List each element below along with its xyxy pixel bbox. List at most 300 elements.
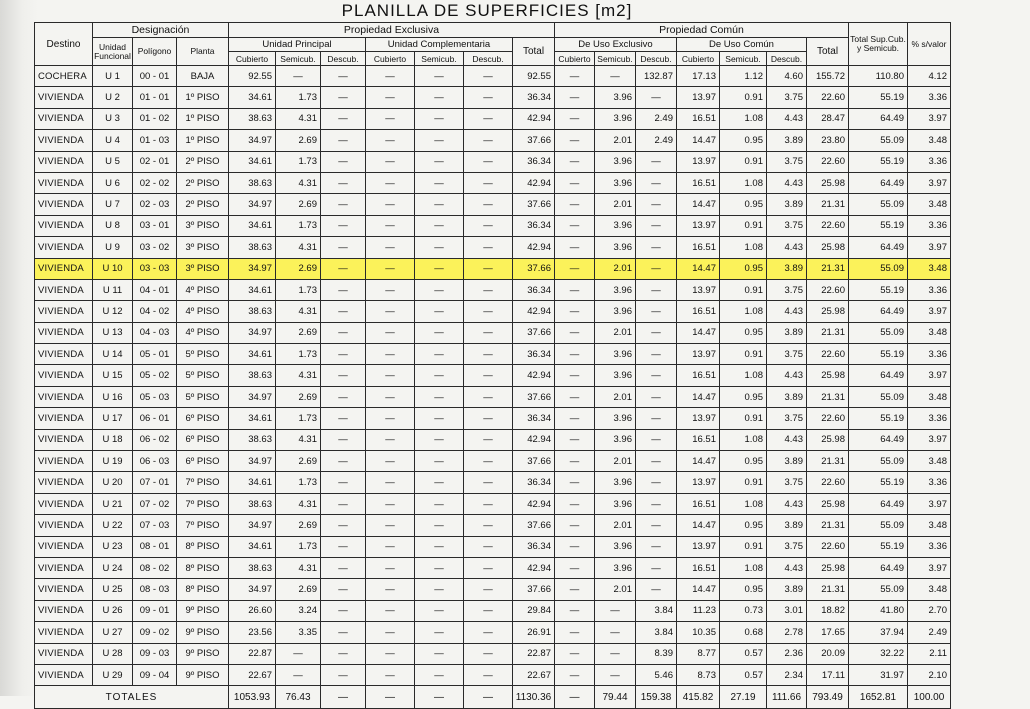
table-cell: —: [321, 579, 366, 600]
table-cell: 21.31: [807, 258, 849, 279]
table-cell: 2º PISO: [177, 172, 229, 193]
table-cell: 3.84: [636, 622, 677, 643]
table-cell: 22.87: [229, 643, 276, 664]
table-cell: —: [415, 515, 464, 536]
table-cell: 76.43: [276, 686, 321, 709]
table-cell: 36.34: [513, 151, 555, 172]
table-cell: 0.95: [720, 386, 767, 407]
table-cell: 34.97: [229, 130, 276, 151]
table-cell: 38.63: [229, 429, 276, 450]
destino-cell: VIVIENDA: [35, 151, 93, 172]
table-cell: 7º PISO: [177, 472, 229, 493]
table-cell: 3.96: [595, 557, 636, 578]
table-cell: 3.01: [767, 600, 807, 621]
table-row: [35, 108, 951, 129]
table-cell: 2.36: [767, 643, 807, 664]
table-cell: U 16: [93, 386, 133, 407]
table-cell: 64.49: [849, 301, 908, 322]
table-cell: 1.73: [276, 344, 321, 365]
col-header-unidad-funcional: Unidad Funcional: [93, 38, 133, 66]
table-cell: U 10: [93, 258, 133, 279]
table-cell: U 4: [93, 130, 133, 151]
table-cell: —: [321, 493, 366, 514]
table-cell: 16.51: [677, 172, 720, 193]
table-cell: —: [464, 301, 513, 322]
table-cell: 03 - 01: [133, 215, 177, 236]
col-header-total-exclusiva: Total: [513, 38, 555, 66]
table-cell: —: [366, 130, 415, 151]
table-cell: 4.60: [767, 66, 807, 87]
table-cell: 28.47: [807, 108, 849, 129]
table-cell: 2º PISO: [177, 194, 229, 215]
table-cell: 4.43: [767, 365, 807, 386]
table-cell: —: [555, 493, 595, 514]
table-cell: 3.89: [767, 322, 807, 343]
table-cell: 34.61: [229, 344, 276, 365]
table-cell: —: [636, 194, 677, 215]
table-cell: —: [464, 237, 513, 258]
table-cell: 64.49: [849, 108, 908, 129]
table-cell: 4.31: [276, 557, 321, 578]
table-cell: 3.96: [595, 365, 636, 386]
table-cell: —: [464, 493, 513, 514]
table-cell: 1.08: [720, 108, 767, 129]
table-cell: —: [464, 408, 513, 429]
table-cell: —: [415, 322, 464, 343]
table-cell: —: [555, 344, 595, 365]
table-cell: —: [464, 515, 513, 536]
table-cell: 3.89: [767, 451, 807, 472]
table-cell: 2.01: [595, 258, 636, 279]
table-cell: 36.34: [513, 87, 555, 108]
table-cell: 3.75: [767, 87, 807, 108]
destino-cell: VIVIENDA: [35, 493, 93, 514]
table-cell: —: [555, 579, 595, 600]
table-cell: 4.12: [908, 66, 951, 87]
table-cell: 22.60: [807, 151, 849, 172]
table-cell: 0.95: [720, 322, 767, 343]
table-cell: 16.51: [677, 108, 720, 129]
table-cell: 4.31: [276, 237, 321, 258]
table-row: [35, 301, 951, 322]
table-cell: 14.47: [677, 515, 720, 536]
table-cell: 3.48: [908, 579, 951, 600]
table-cell: —: [464, 536, 513, 557]
table-cell: —: [415, 686, 464, 709]
surfaces-table: [34, 22, 951, 709]
table-cell: —: [366, 365, 415, 386]
table-cell: 3.97: [908, 493, 951, 514]
table-cell: 3.36: [908, 472, 951, 493]
table-cell: —: [366, 108, 415, 129]
table-cell: —: [636, 472, 677, 493]
table-cell: 37.66: [513, 130, 555, 151]
table-cell: 13.97: [677, 215, 720, 236]
table-cell: 34.61: [229, 536, 276, 557]
table-cell: —: [321, 258, 366, 279]
table-cell: 27.19: [720, 686, 767, 709]
table-cell: —: [366, 622, 415, 643]
table-cell: 2.34: [767, 664, 807, 685]
table-cell: 2.01: [595, 322, 636, 343]
table-cell: —: [321, 172, 366, 193]
table-cell: 34.97: [229, 194, 276, 215]
table-cell: —: [366, 258, 415, 279]
destino-cell: VIVIENDA: [35, 600, 93, 621]
table-cell: —: [321, 151, 366, 172]
table-cell: 06 - 03: [133, 451, 177, 472]
table-cell: 5º PISO: [177, 344, 229, 365]
col-header-descub: Descub.: [767, 52, 807, 66]
table-cell: 37.94: [849, 622, 908, 643]
table-cell: —: [321, 87, 366, 108]
table-cell: 26.60: [229, 600, 276, 621]
table-cell: —: [415, 451, 464, 472]
table-cell: —: [464, 194, 513, 215]
table-cell: 05 - 01: [133, 344, 177, 365]
destino-cell: VIVIENDA: [35, 408, 93, 429]
table-cell: —: [464, 429, 513, 450]
table-cell: 3.97: [908, 172, 951, 193]
table-cell: 3.75: [767, 151, 807, 172]
table-cell: 3.36: [908, 536, 951, 557]
table-cell: —: [321, 664, 366, 685]
table-cell: 110.80: [849, 66, 908, 87]
table-cell: 25.98: [807, 172, 849, 193]
table-cell: —: [321, 536, 366, 557]
table-cell: —: [321, 108, 366, 129]
table-cell: 1.08: [720, 429, 767, 450]
table-cell: —: [366, 643, 415, 664]
table-cell: —: [415, 493, 464, 514]
table-cell: 2.69: [276, 515, 321, 536]
table-cell: 42.94: [513, 172, 555, 193]
table-cell: —: [636, 215, 677, 236]
table-cell: 1º PISO: [177, 130, 229, 151]
table-cell: —: [321, 557, 366, 578]
table-cell: 37.66: [513, 579, 555, 600]
table-cell: —: [464, 686, 513, 709]
table-cell: —: [321, 451, 366, 472]
table-cell: 4º PISO: [177, 322, 229, 343]
destino-cell: VIVIENDA: [35, 579, 93, 600]
table-cell: 2.69: [276, 451, 321, 472]
table-cell: 0.68: [720, 622, 767, 643]
table-cell: 100.00: [908, 686, 951, 709]
table-cell: 111.66: [767, 686, 807, 709]
table-cell: 07 - 02: [133, 493, 177, 514]
table-cell: —: [595, 66, 636, 87]
table-cell: 2.11: [908, 643, 951, 664]
destino-cell: VIVIENDA: [35, 322, 93, 343]
table-cell: 4.31: [276, 493, 321, 514]
table-row: [35, 622, 951, 643]
table-cell: 01 - 02: [133, 108, 177, 129]
table-cell: 16.51: [677, 429, 720, 450]
table-cell: 17.11: [807, 664, 849, 685]
table-cell: 2.10: [908, 664, 951, 685]
table-cell: 4º PISO: [177, 279, 229, 300]
table-cell: —: [321, 130, 366, 151]
table-cell: 5º PISO: [177, 365, 229, 386]
col-header-cubierto: Cubierto: [677, 52, 720, 66]
destino-cell: VIVIENDA: [35, 557, 93, 578]
table-row: [35, 365, 951, 386]
table-cell: 0.91: [720, 151, 767, 172]
table-cell: U 3: [93, 108, 133, 129]
col-header-planta: Planta: [177, 38, 229, 66]
table-cell: 2.01: [595, 515, 636, 536]
table-cell: 132.87: [636, 66, 677, 87]
table-cell: 38.63: [229, 237, 276, 258]
table-cell: 3.89: [767, 386, 807, 407]
table-cell: —: [636, 365, 677, 386]
table-cell: —: [636, 429, 677, 450]
table-cell: —: [321, 622, 366, 643]
page-title: PLANILLA DE SUPERFICIES [m2]: [34, 0, 940, 23]
col-header-destino: Destino: [35, 23, 93, 66]
table-cell: —: [595, 643, 636, 664]
table-cell: 04 - 01: [133, 279, 177, 300]
table-cell: 55.09: [849, 194, 908, 215]
table-cell: 9º PISO: [177, 600, 229, 621]
table-cell: 55.19: [849, 472, 908, 493]
table-cell: —: [555, 130, 595, 151]
table-cell: 3º PISO: [177, 258, 229, 279]
destino-cell: VIVIENDA: [35, 536, 93, 557]
table-cell: —: [555, 66, 595, 87]
table-cell: 0.57: [720, 664, 767, 685]
table-cell: U 19: [93, 451, 133, 472]
table-cell: —: [636, 451, 677, 472]
table-cell: 3.48: [908, 258, 951, 279]
table-cell: 37.66: [513, 194, 555, 215]
destino-cell: VIVIENDA: [35, 365, 93, 386]
table-cell: —: [415, 408, 464, 429]
table-cell: 42.94: [513, 365, 555, 386]
table-cell: —: [555, 108, 595, 129]
col-header-de-uso-comun: De Uso Común: [677, 38, 807, 52]
table-cell: 38.63: [229, 557, 276, 578]
table-cell: 1053.93: [229, 686, 276, 709]
table-cell: 25.98: [807, 365, 849, 386]
table-cell: 37.66: [513, 386, 555, 407]
table-cell: —: [321, 279, 366, 300]
col-header-propiedad-comun: Propiedad Común: [555, 23, 849, 38]
table-cell: —: [415, 472, 464, 493]
table-cell: 08 - 03: [133, 579, 177, 600]
table-cell: 14.47: [677, 194, 720, 215]
col-header-total-comun: Total: [807, 38, 849, 66]
table-cell: 64.49: [849, 429, 908, 450]
table-cell: —: [276, 643, 321, 664]
table-cell: —: [555, 151, 595, 172]
col-header-pct: % s/valor: [908, 23, 951, 66]
table-cell: —: [464, 151, 513, 172]
col-header-descub: Descub.: [321, 52, 366, 66]
table-cell: 3.36: [908, 151, 951, 172]
table-row: [35, 87, 951, 108]
table-cell: 55.09: [849, 322, 908, 343]
table-cell: —: [415, 237, 464, 258]
table-cell: 34.61: [229, 87, 276, 108]
table-cell: U 17: [93, 408, 133, 429]
table-body: [35, 66, 951, 686]
table-cell: 64.49: [849, 493, 908, 514]
table-row: [35, 536, 951, 557]
table-cell: 14.47: [677, 451, 720, 472]
table-cell: 159.38: [636, 686, 677, 709]
table-cell: 11.23: [677, 600, 720, 621]
table-cell: 0.95: [720, 515, 767, 536]
table-cell: BAJA: [177, 66, 229, 87]
table-cell: 1.08: [720, 493, 767, 514]
table-cell: 3.75: [767, 536, 807, 557]
table-cell: 3.84: [636, 600, 677, 621]
table-cell: 1.08: [720, 237, 767, 258]
table-cell: 36.34: [513, 408, 555, 429]
table-cell: —: [415, 429, 464, 450]
table-cell: 1.73: [276, 536, 321, 557]
table-cell: 32.22: [849, 643, 908, 664]
table-cell: —: [415, 536, 464, 557]
table-cell: 0.95: [720, 579, 767, 600]
table-cell: 22.60: [807, 87, 849, 108]
table-cell: —: [595, 600, 636, 621]
table-cell: 36.34: [513, 536, 555, 557]
table-cell: 2.69: [276, 386, 321, 407]
table-cell: 03 - 02: [133, 237, 177, 258]
table-cell: —: [415, 386, 464, 407]
table-cell: —: [415, 87, 464, 108]
table-cell: —: [415, 108, 464, 129]
table-cell: 34.61: [229, 279, 276, 300]
table-cell: 04 - 02: [133, 301, 177, 322]
table-cell: U 29: [93, 664, 133, 685]
table-cell: 2.49: [908, 622, 951, 643]
table-cell: 38.63: [229, 493, 276, 514]
table-cell: —: [636, 386, 677, 407]
table-cell: —: [415, 579, 464, 600]
table-cell: 37.66: [513, 515, 555, 536]
col-header-semicub: Semicub.: [276, 52, 321, 66]
table-cell: —: [366, 451, 415, 472]
table-cell: 2.69: [276, 194, 321, 215]
table-cell: —: [464, 600, 513, 621]
table-cell: 0.95: [720, 451, 767, 472]
destino-cell: VIVIENDA: [35, 172, 93, 193]
table-cell: 793.49: [807, 686, 849, 709]
table-cell: 79.44: [595, 686, 636, 709]
table-cell: —: [321, 301, 366, 322]
table-cell: 8.73: [677, 664, 720, 685]
table-cell: 25.98: [807, 557, 849, 578]
table-cell: 3.96: [595, 215, 636, 236]
table-cell: 3.96: [595, 344, 636, 365]
destino-cell: VIVIENDA: [35, 643, 93, 664]
col-header-cubierto: Cubierto: [229, 52, 276, 66]
table-cell: —: [366, 66, 415, 87]
col-header-de-uso-exclusivo: De Uso Exclusivo: [555, 38, 677, 52]
table-cell: 3.75: [767, 344, 807, 365]
table-cell: 13.97: [677, 408, 720, 429]
table-cell: 55.09: [849, 579, 908, 600]
table-cell: 2.69: [276, 130, 321, 151]
totals-label: TOTALES: [35, 686, 229, 709]
table-cell: 9º PISO: [177, 664, 229, 685]
table-row: [35, 151, 951, 172]
table-cell: 06 - 01: [133, 408, 177, 429]
table-cell: —: [464, 472, 513, 493]
table-row: [35, 322, 951, 343]
table-cell: 155.72: [807, 66, 849, 87]
table-cell: —: [555, 215, 595, 236]
destino-cell: VIVIENDA: [35, 279, 93, 300]
col-header-cubierto: Cubierto: [366, 52, 415, 66]
table-cell: —: [555, 87, 595, 108]
destino-cell: VIVIENDA: [35, 429, 93, 450]
table-cell: 23.56: [229, 622, 276, 643]
table-cell: —: [464, 643, 513, 664]
table-cell: —: [555, 194, 595, 215]
table-cell: 16.51: [677, 557, 720, 578]
table-cell: U 13: [93, 322, 133, 343]
table-cell: 3.97: [908, 557, 951, 578]
table-cell: 3.96: [595, 493, 636, 514]
table-cell: 3.97: [908, 237, 951, 258]
table-cell: 3º PISO: [177, 237, 229, 258]
table-cell: —: [464, 322, 513, 343]
table-cell: 09 - 02: [133, 622, 177, 643]
table-cell: 3.48: [908, 322, 951, 343]
table-cell: —: [276, 664, 321, 685]
table-cell: 25.98: [807, 301, 849, 322]
table-cell: —: [555, 258, 595, 279]
table-cell: 1.73: [276, 408, 321, 429]
table-cell: —: [636, 151, 677, 172]
table-row: [35, 600, 951, 621]
table-cell: —: [415, 301, 464, 322]
table-cell: 3.75: [767, 279, 807, 300]
table-cell: 00 - 01: [133, 66, 177, 87]
table-cell: 0.91: [720, 472, 767, 493]
table-cell: 42.94: [513, 557, 555, 578]
table-cell: 2.01: [595, 130, 636, 151]
table-cell: 5º PISO: [177, 386, 229, 407]
table-cell: —: [464, 66, 513, 87]
table-cell: U 18: [93, 429, 133, 450]
table-cell: 34.61: [229, 472, 276, 493]
table-cell: 22.60: [807, 536, 849, 557]
table-cell: U 21: [93, 493, 133, 514]
table-cell: 17.13: [677, 66, 720, 87]
table-cell: 55.09: [849, 451, 908, 472]
table-cell: 09 - 03: [133, 643, 177, 664]
table-cell: 22.67: [513, 664, 555, 685]
table-cell: 3.48: [908, 515, 951, 536]
destino-cell: VIVIENDA: [35, 194, 93, 215]
table-cell: 0.91: [720, 344, 767, 365]
table-cell: U 27: [93, 622, 133, 643]
table-cell: 0.57: [720, 643, 767, 664]
table-cell: 34.97: [229, 579, 276, 600]
table-cell: 9º PISO: [177, 643, 229, 664]
table-cell: 09 - 01: [133, 600, 177, 621]
table-row: [35, 493, 951, 514]
col-header-descub: Descub.: [464, 52, 513, 66]
table-cell: U 7: [93, 194, 133, 215]
table-cell: —: [464, 130, 513, 151]
